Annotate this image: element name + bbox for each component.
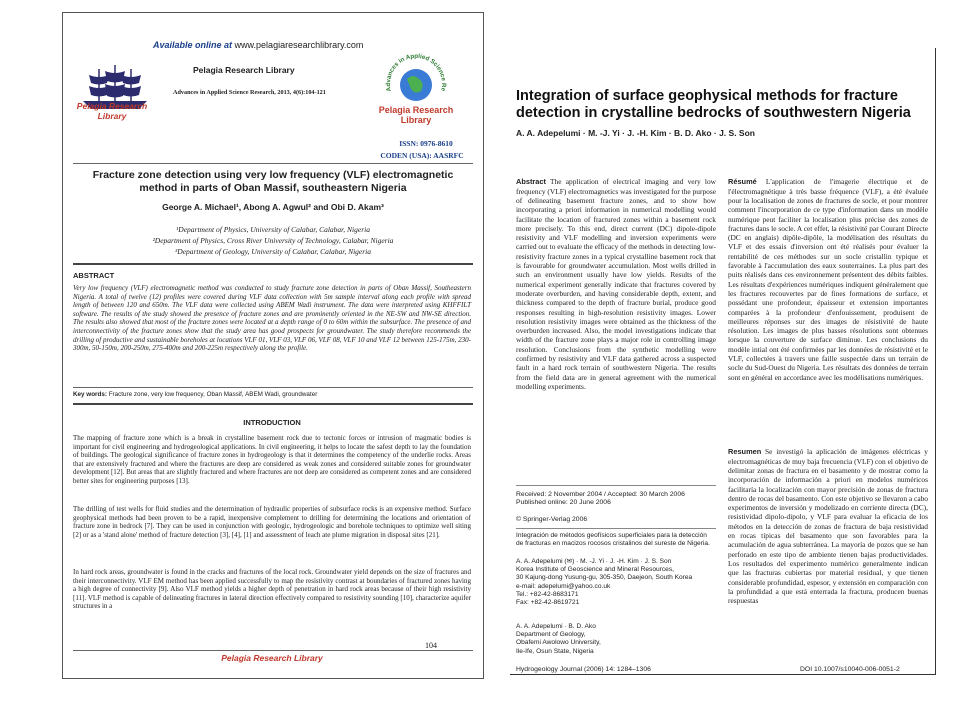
left-abstract-text: Very low frequency (VLF) electromagnetic method was conducted to study fracture zone detection in parts of Oban Massif, Southeastern Nigeria. A total of twelve (12) profiles were covered during VLF data collection with 5m sample interval along each profile with spread length of between 120 and 650m. The VLF data were collected using ABEM Wadi instrument. The data were interpreted using KHFFILT software. The results of the study showed the presence of fracture zones and are prominently oriented in the NE-SW and NW-SE direction. The results also showed that most of the fracture zones were located at a depth range of 0 to 60m within the subsurface. The presence of and interconnectivity of the fracture zones show that the study area has good prospects for groundwater. The study therefore recommends the drilling of productive and sustainable boreholes at locations VLF 01, VLF 03, VLF 06, VLF 08, VLF 10 and VLF 12 between 125-175m, 230-300m, 50-150m, 200-250m, 275-400m and 200-225m respectively along the profile. xyxy=(73,284,471,353)
right-paper-page xyxy=(510,48,936,675)
corr1-line-3: 30 Kajung-dong Yusung-gu, 305-350, Daejeon, South Korea xyxy=(516,574,693,582)
right-resume-text: L'application de l'imagerie électrique et de l'électromagnétique à très basse fréquence (VLF), a été évaluée pour la localisation de zones de fractures de socle, et pour montrer comment l'incorporation de ce type d'information dans un modèle numérique peut faciliter la localisation plus précise des zones de fractures dans le socle. A cet effet, la résistivité par Courant Directe (DC en anglais) dipôle-dipôle, la modélisation des résultats du VLF et des essais d'inversion ont été réalisés pour évaluer la rentabilité de ces méthodes sur un socle cristallin typique et favorable à l'accumulation des eaux souterraines. La plus part des puits réalisés dans ces environnement présentent des débits faibles. Les résultats d'expériences numériques indiquent généralement que les fractures recouvertes par de fines formations de surface, et possédant une profondeur, épaisseur et extension importantes comparées à la profondeur d'enfouissement, produisent de meilleures réponses sur des images de résistivité de haute résolution. Les images de plus basses résolutions sont obtenues lorsque la couverture de surface diminue. Les conclusions du modèle intial ont été confirmées par les données de résistivité et le VLF, collectées à travers une faille suspectée dans un terrain de socle du Sud-Ouest du Nigeria. Les résultats des données de terrain sont en général en accordance avec les modélisations numériques. xyxy=(728,177,928,382)
right-abstract xyxy=(516,177,716,391)
intro-paragraph-3: In hard rock areas, groundwater is found in the cracks and fractures of the local rock. Groundwater yield depends on the size of fractures and their interconnectivity. VLF EM method has been applied successfully to map the resistivity contrast at boundaries of fractured zones having a high degree of connectivity [9]. Also VLF method yields a higher depth of penetration in hard rock areas because of their high resistivity [11]. VLF method is capable of delineating fractures in lateral direction effectively compared to resistivity sounding [10], characterize aquifer structures in a xyxy=(73,568,471,611)
issn: ISSN: 0976-8610 xyxy=(399,139,453,148)
received-dates xyxy=(516,491,716,508)
abstract-label: Abstract xyxy=(516,177,546,187)
left-paper-authors: George A. Michael¹, Abong A. Agwul² and Obi D. Akam³ xyxy=(162,202,384,212)
page-number: 104 xyxy=(425,641,437,650)
library-name: Pelagia Research Library xyxy=(193,65,295,75)
corr2-line-1: A. A. Adepelumi · B. D. Ako xyxy=(516,623,596,630)
left-paper-page xyxy=(62,12,484,679)
journal-footer: Hydrogeology Journal (2006) 14: 1284–1306 xyxy=(516,666,651,673)
right-resumen xyxy=(728,447,928,605)
logo-left-label: Pelagia Research Library xyxy=(76,101,148,121)
available-online-url[interactable]: www.pelagiaresearchlibrary.com xyxy=(234,40,364,50)
header-divider xyxy=(73,163,473,164)
translation-divider xyxy=(516,528,716,529)
keywords-value: Fracture zone, very low frequency, Oban Massif, ABEM Wadi, groundwater xyxy=(108,391,318,398)
doi[interactable]: DOI 10.1007/s10040-006-0051-2 xyxy=(800,666,900,673)
right-resumen-text: Se investigó la aplicación de imágenes eléctricas y electromagnéticas de muy baja frecuencia (VLF) con el objetivo de delimitar zonas de fractura en el basamento y de mostrar como la incorporación de información a priori en modelos numéricos facilitaría la localización con mayor precisión de zonas de fractura dentro de rocas del basamento. Con este objetivo se llevaron a cabo experimentos de inversión y modelizado en corriente directa (DC), resistividad dipolo-dipolo, y VLF para evaluar la eficacia de los métodos en la detección de zonas de fractura de baja resistividad en rocas típicas del basamento que son favorables para la acumulación de agua subterránea. La mayoría de pozos que se han perforado en este tipo de ambiente tienen bajas productividades. Los resultados del experimento numérico generalmente indican que las fracturas cubiertas por material residual, y que tienen considerable profundidad, espesor, y extensión en comparación con la profundidad a que está enterrada la fractura, producen buenas respuestas xyxy=(728,447,928,606)
corr1-email[interactable]: e-mail: adepelumi@yahoo.co.uk xyxy=(516,582,611,590)
corr1-line-2: Korea Institute of Geoscience and Mineral Resources, xyxy=(516,566,674,574)
affiliation-1: ¹Department of Physics, University of Calabar, Calabar, Nigeria xyxy=(176,225,370,234)
right-abstract-text: The application of electrical imaging and very low frequency (VLF) electromagnetics was investigated for the purpose of delineating basement fracture zones, and to show how incorporating a priori information in numerical modelling would facilitate the location of fractured zones within a basement rock more precisely. To this end, direct current (DC) dipole-dipole resistivity and VLF modelling and inversion experiments were carried out to evaluate the efficacy of the methods in detecting low-resistivity fracture zones in a typical crystalline basement rock that is favourable for groundwater accumulation. Most wells drilled in such an environment usually have low yields. Results of the numerical experiment generally indicate that fractures covered by moderate overburden, and having considerable depth, extent, and thickness compared to the depth of fracture burial, produce good responses resulting in high-resolution resistivity images. Lower resolution resistivity images were obtained as the thickness of the overburden increased. Also, the model investigations indicate that width of the fracture zone plays a major role in controlling image resolution. Conclusions from the synthetic modelling were confirmed by resistivity and VLF data gathered across a suspected fault in a hard rock terrain of southwestern Nigeria. The results from the field data are in general agreement with the numerical modelling experiments. xyxy=(516,177,717,391)
right-resume xyxy=(728,177,928,382)
corr2-line-3: Obafemi Awolowo University, xyxy=(516,639,601,647)
intro-paragraph-2: The drilling of test wells for fluid studies and the determination of hydraulic properties of subsurface rocks is an expensive method. Surface geophysical methods had been proven to be a rapid, inexpensive complement to drilling for determining the locations and orientation of fracture zone in bedrock [7]. They can be used in conjunction with geologic, hydrogeologic and borehole techniques to optimize well siting [2] or as a 'stand alone' method of fracture detection [3], [4], [1] and assessment of leach ate plume migration in disposal sites [21]. xyxy=(73,505,471,539)
keywords-divider-top xyxy=(73,387,473,388)
correspondence-block-2 xyxy=(516,623,716,656)
logo-ring-text: Advances in Applied Science Re xyxy=(384,53,448,93)
keywords-label: Key words: xyxy=(73,391,107,398)
abstract-heading: ABSTRACT xyxy=(73,271,115,280)
right-paper-authors: A. A. Adepelumi · M. -J. Yi · J. -H. Kim · B. D. Ako · J. S. Son xyxy=(516,128,755,138)
received-divider xyxy=(516,485,716,486)
left-paper-title: Fracture zone detection using very low frequency (VLF) electromagnetic method in parts of Oban Massif, southeastern Nigeria xyxy=(92,169,454,194)
resume-label: Résumé xyxy=(728,177,757,187)
corr2-line-4: Ile-Ife, Osun State, Nigeria xyxy=(516,647,594,655)
available-online-line xyxy=(153,40,363,50)
logo-right-label: Pelagia Research Library xyxy=(378,105,454,125)
keywords-divider-bottom xyxy=(73,403,473,405)
corr1-line-1: A. A. Adepelumi (✉) · M. -J. Yi · J. -H. Kim · J. S. Son xyxy=(516,558,672,565)
corr1-fax: Fax: +82-42-8619721 xyxy=(516,599,580,607)
corr1-tel: Tel.: +82-42-8683171 xyxy=(516,590,579,598)
coden: CODEN (USA): AASRFC xyxy=(380,151,464,160)
copyright: © Springer-Verlag 2006 xyxy=(516,516,588,523)
translated-title: Integración de métodos geofísicos superficiales para la detección de fracturas en macizos rocosos cristalinos del sureste de Nigeria. xyxy=(516,532,710,548)
journal-ref: Advances in Applied Science Research, 2013, 4(6):104-121 xyxy=(173,89,326,96)
affiliation-2: ²Department of Physics, Cross River University of Technology, Calabar, Nigeria xyxy=(152,236,394,245)
received-line: Received: 2 November 2004 / Accepted: 30 March 2006 xyxy=(516,491,685,498)
published-line: Published online: 20 June 2006 xyxy=(516,499,611,507)
resumen-label: Resumen xyxy=(728,447,762,457)
aasr-globe-logo-icon xyxy=(381,53,451,109)
left-footer: Pelagia Research Library xyxy=(221,653,323,663)
intro-heading: INTRODUCTION xyxy=(243,418,301,427)
abstract-divider-top xyxy=(73,263,473,265)
keywords-line xyxy=(73,391,471,398)
available-online-prefix: Available online at xyxy=(153,40,233,50)
correspondence-block-1 xyxy=(516,558,716,607)
affiliation-3: ³Department of Geology, University of Calabar, Calabar, Nigeria xyxy=(175,247,371,256)
corr2-line-2: Department of Geology, xyxy=(516,631,586,639)
footer-divider xyxy=(73,650,473,651)
right-paper-title: Integration of surface geophysical methods for fracture detection in crystalline bedrocks of southwestern Nigeria xyxy=(516,88,911,121)
intro-paragraph-1: The mapping of fracture zone which is a break in crystalline basement rock due to tectonic forces or intrusion of magmatic bodies is important for civil engineering and hydrogeological applications. In civil engineering, it helps to locate the safest depth to lay the foundation of buildings. The geological significance of fracture zones in hydrogeology is that it determines the competency of the underlie rocks. Areas that are extensively fractured and where the fractures are deep are considered as weak zones and considered suitable zones for groundwater development [12]. But areas that are slightly fractured and where fractures are not deep are considered as competent zones and are considered better sites for engineering purposes [13]. xyxy=(73,434,471,485)
